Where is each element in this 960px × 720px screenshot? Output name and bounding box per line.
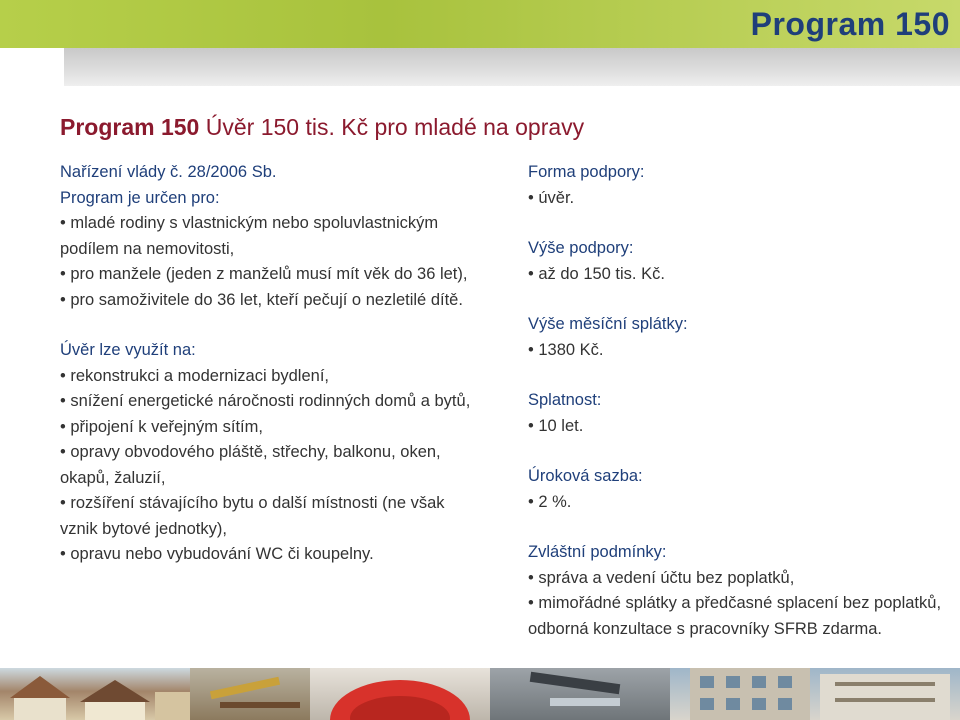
tools-photo (490, 668, 670, 720)
monthly-value: • 1380 Kč. (528, 338, 948, 364)
houses-photo (0, 668, 190, 720)
building-photo (670, 668, 960, 720)
heading-rest: Úvěr 150 tis. Kč pro mladé na opravy (199, 114, 585, 140)
use-item-4: • opravy obvodového pláště, střechy, balkonu, oken, okapů, žaluzií, (60, 440, 480, 491)
intended-item-2: • pro manžele (jeden z manželů musí mít věk do 36 let), (60, 262, 480, 288)
right-column (528, 160, 948, 642)
intended-item-1: • mladé rodiny s vlastnickým nebo spoluvlastnickým podílem na nemovitosti, (60, 211, 480, 262)
heading-program: Program 150 (60, 114, 200, 140)
page-heading (60, 114, 584, 141)
slide-title: Program 150 (750, 6, 950, 42)
use-item-1: • rekonstrukci a modernizaci bydlení, (60, 364, 480, 390)
use-item-5: • rozšíření stávajícího bytu o další místnosti (ne však vznik bytové jednotky), (60, 491, 480, 542)
intended-for-label: Program je určen pro: (60, 188, 220, 207)
maturity-label: Splatnost: (528, 391, 602, 409)
header-shadow-band (64, 48, 960, 86)
regulation-label: Nařízení vlády č. 28/2006 Sb. (60, 163, 277, 181)
special-item-2: • mimořádné splátky a předčasné splacení bez poplatků, odborná konzultace s pracovníky SFRB zdarma. (528, 591, 948, 642)
amount-label: Výše podpory: (528, 239, 634, 257)
use-item-3: • připojení k veřejným sítím, (60, 415, 480, 441)
intended-item-3: • pro samoživitele do 36 let, kteří pečují o nezletilé dítě. (60, 288, 480, 314)
monthly-label: Výše měsíční splátky: (528, 315, 688, 333)
interest-value: • 2 %. (528, 490, 948, 516)
form-label: Forma podpory: (528, 163, 645, 181)
left-column (60, 160, 480, 568)
use-item-6: • opravu nebo vybudování WC či koupelny. (60, 542, 480, 568)
loan-use-label: Úvěr lze využít na: (60, 341, 196, 359)
form-value: • úvěr. (528, 186, 948, 212)
pencil-photo (190, 668, 310, 720)
interest-label: Úroková sazba: (528, 467, 643, 485)
use-item-2: • snížení energetické náročnosti rodinných domů a bytů, (60, 389, 480, 415)
amount-value: • až do 150 tis. Kč. (528, 262, 948, 288)
helmet-photo (310, 668, 490, 720)
special-label: Zvláštní podmínky: (528, 543, 667, 561)
special-item-1: • správa a vedení účtu bez poplatků, (528, 566, 948, 592)
photo-strip (0, 668, 960, 720)
maturity-value: • 10 let. (528, 414, 948, 440)
